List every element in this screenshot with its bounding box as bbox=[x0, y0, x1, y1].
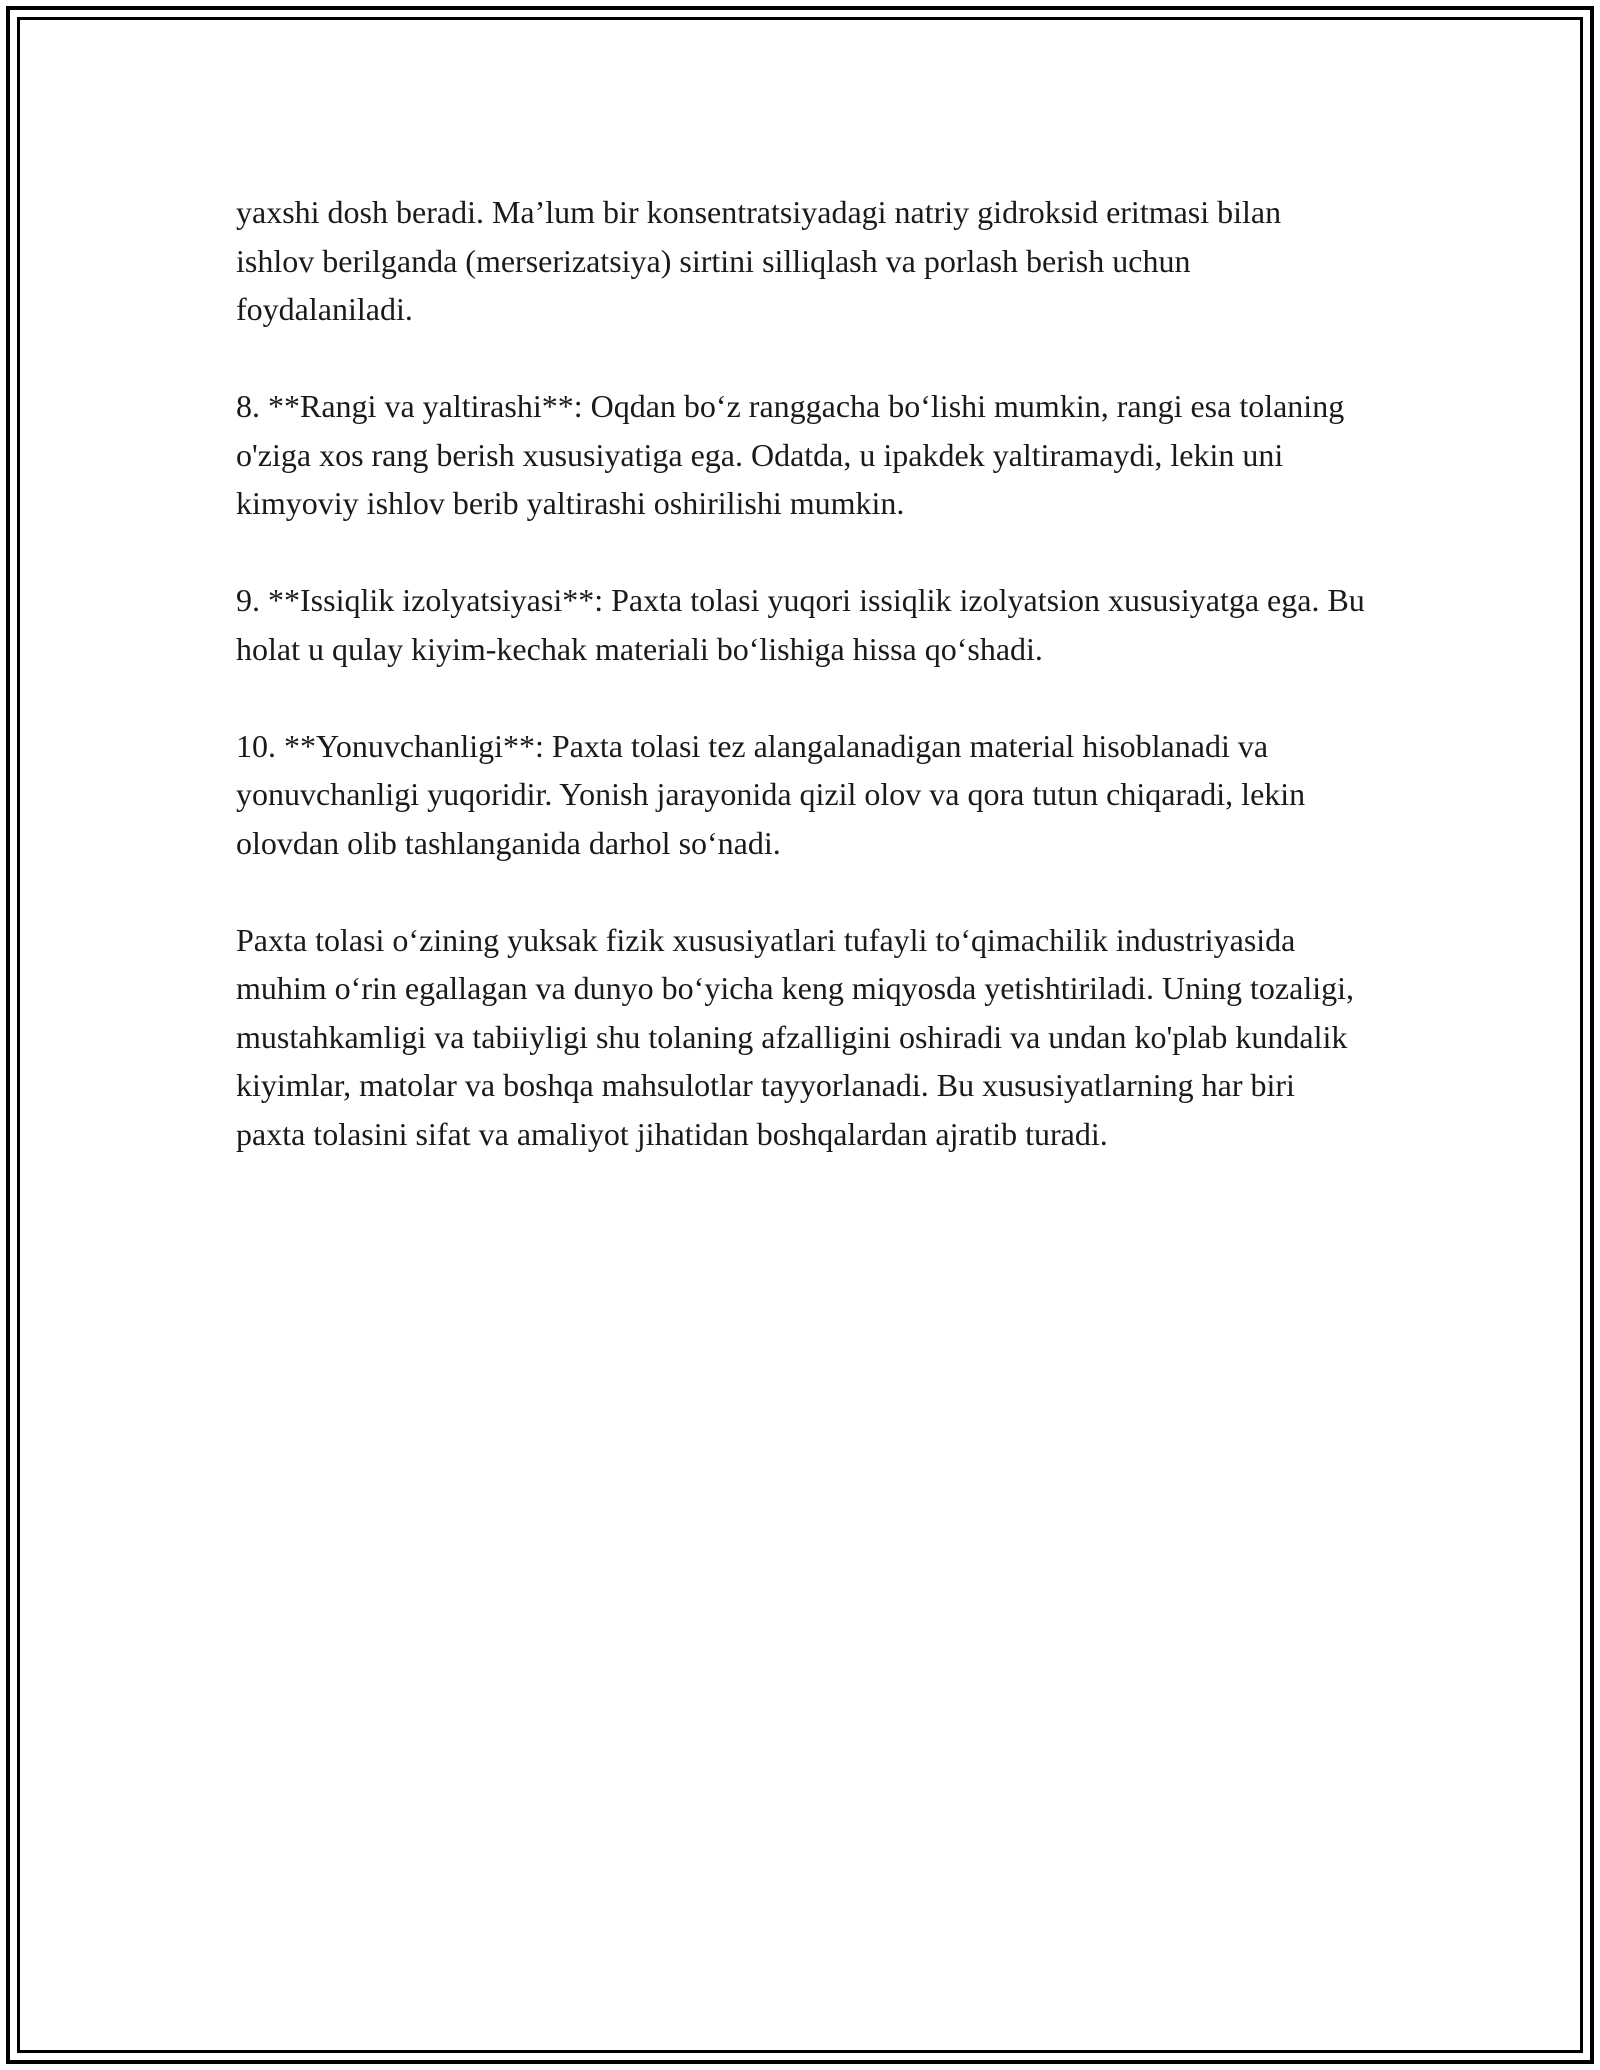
paragraph-item-10: 10. **Yonuvchanligi**: Paxta tolasi tez alangalanadigan material hisoblanadi va yonuvchanligi yuqoridir. Yonish jarayonida qizil olov va qora tutun chiqaradi, lekin olovdan olib tashlanganida darhol so‘nadi. bbox=[236, 727, 1306, 861]
document-body bbox=[236, 188, 1366, 1207]
paragraph-conclusion: Paxta tolasi o‘zining yuksak fizik xususiyatlari tufayli to‘qimachilik industriyasida muhim o‘rin egallagan va dunyo bo‘yicha keng miqyosda yetishtiriladi. Uning tozaligi, mustahkamligi va tabiiyligi shu tolaning afzalligini oshiradi va undan ko'plab kundalik kiyimlar, matolar va boshqa mahsulotlar tayyorlanadi. Bu xususiyatlarning har biri paxta tolasini sifat va amaliyot jihatidan boshqalardan ajratib turadi. bbox=[236, 921, 1354, 1152]
paragraph-continuation: yaxshi dosh beradi. Ma’lum bir konsentratsiyadagi natriy gidroksid eritmasi bilan ishlov berilganda (merserizatsiya) sirtini silliqlash va porlash berish uchun foydalaniladi. bbox=[236, 194, 1282, 327]
paragraph-item-8: 8. **Rangi va yaltirashi**: Oqdan bo‘z ranggacha bo‘lishi mumkin, rangi esa tolaning o'ziga xos rang berish xususiyatiga ega. Odatda, u ipakdek yaltiramaydi, lekin uni kimyoviy ishlov berib yaltirashi oshirilishi mumkin. bbox=[236, 388, 1345, 521]
paragraph-item-9: 9. **Issiqlik izolyatsiyasi**: Paxta tolasi yuqori issiqlik izolyatsion xususiyatga ega. Bu holat u qulay kiyim-kechak materiali bo‘lishiga hissa qo‘shadi. bbox=[236, 582, 1365, 667]
